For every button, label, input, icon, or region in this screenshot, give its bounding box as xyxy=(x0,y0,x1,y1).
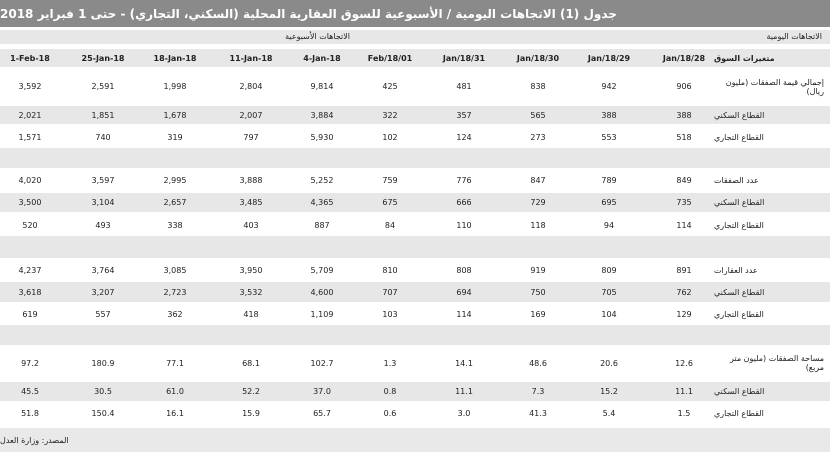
table-cell: 11.1 xyxy=(675,387,693,396)
column-header: 18-Jan-18 xyxy=(153,53,197,63)
row-label: القطاع السكني xyxy=(714,198,765,207)
row-label: مساحة الصفقات (مليون متر مربع) xyxy=(730,354,824,372)
row-label: القطاع التجاري xyxy=(714,132,764,142)
spacer-row xyxy=(0,148,830,168)
table-cell: 97.2 xyxy=(21,358,39,368)
table-cell: 1.3 xyxy=(383,358,397,368)
table-row xyxy=(0,402,830,425)
table-cell: 666 xyxy=(456,198,472,207)
table-cell: 4,600 xyxy=(310,287,334,297)
table-cell: 887 xyxy=(314,220,330,230)
table-cell: 2,995 xyxy=(163,175,187,185)
table-cell: 388 xyxy=(601,110,617,120)
table-cell: 12.6 xyxy=(675,358,693,368)
table-cell: 37.0 xyxy=(313,387,331,396)
table-cell: 15.2 xyxy=(600,387,618,396)
table-cell: 118 xyxy=(530,220,546,230)
spacer-row xyxy=(0,325,830,345)
table-cell: 2,021 xyxy=(18,110,42,120)
table-cell: 362 xyxy=(167,309,183,319)
table-cell: 4,237 xyxy=(18,265,42,275)
column-header-row xyxy=(0,49,830,67)
table-cell: 150.4 xyxy=(91,409,115,418)
table-cell: 2,723 xyxy=(163,287,187,297)
table-cell: 3,597 xyxy=(91,175,115,185)
row-label: القطاع التجاري xyxy=(714,220,764,230)
table-cell: 1,851 xyxy=(91,110,115,120)
table-cell: 180.9 xyxy=(91,358,115,368)
table-cell: 30.5 xyxy=(94,387,112,396)
table-cell: 41.3 xyxy=(529,409,547,418)
table-cell: 5.4 xyxy=(602,409,616,418)
table-cell: 553 xyxy=(601,132,617,142)
table-cell: 124 xyxy=(456,132,472,142)
table-cell: 114 xyxy=(676,220,692,230)
table-cell: 322 xyxy=(382,110,398,120)
table-cell: 5,709 xyxy=(310,265,334,275)
row-label: القطاع التجاري xyxy=(714,309,764,319)
table-cell: 2,657 xyxy=(163,198,187,207)
column-header: Jan/18/31 xyxy=(442,53,486,63)
table-cell: 3.0 xyxy=(457,409,471,418)
row-label: القطاع السكني xyxy=(714,387,765,396)
table-cell: 5,930 xyxy=(310,132,334,142)
table-cell: 129 xyxy=(676,309,692,319)
table-row xyxy=(0,259,830,281)
table-cell: 103 xyxy=(382,309,398,319)
table-cell: 94 xyxy=(603,220,615,230)
table-cell: 2,007 xyxy=(239,110,263,120)
row-label: القطاع التجاري xyxy=(714,409,764,418)
table-cell: 759 xyxy=(382,175,398,185)
table-row xyxy=(0,69,830,104)
table-cell: 110 xyxy=(456,220,472,230)
table-cell: 1,678 xyxy=(163,110,187,120)
table-row xyxy=(0,193,830,212)
table-cell: 809 xyxy=(601,265,617,275)
table-cell: 319 xyxy=(167,132,183,142)
table-cell: 810 xyxy=(382,265,398,275)
table-cell: 114 xyxy=(456,309,472,319)
table-row xyxy=(0,382,830,401)
table-cell: 0.8 xyxy=(383,387,397,396)
table-cell: 65.7 xyxy=(313,409,331,418)
table-cell: 675 xyxy=(382,198,398,207)
table-cell: 20.6 xyxy=(600,358,618,368)
table-cell: 45.5 xyxy=(21,387,39,396)
table-cell: 694 xyxy=(456,287,472,297)
table-cell: 735 xyxy=(676,198,692,207)
table-cell: 2,804 xyxy=(239,82,263,91)
column-header: 25-Jan-18 xyxy=(81,53,125,63)
table-cell: 849 xyxy=(676,175,692,185)
table-cell: 518 xyxy=(676,132,692,142)
table-cell: 4,020 xyxy=(18,175,42,185)
table-cell: 273 xyxy=(530,132,546,142)
table-cell: 1,998 xyxy=(163,82,187,91)
daily-trends-label: الاتجاهات اليومية xyxy=(766,32,822,41)
trends-header xyxy=(0,30,830,44)
column-header: Jan/18/29 xyxy=(587,53,631,63)
table-cell: 51.8 xyxy=(21,409,39,418)
table-cell: 3,104 xyxy=(91,198,115,207)
table-cell: 14.1 xyxy=(455,358,473,368)
table-row xyxy=(0,214,830,236)
column-header: 11-Jan-18 xyxy=(229,53,273,63)
table-cell: 338 xyxy=(167,220,183,230)
table-cell: 808 xyxy=(456,265,472,275)
table-cell: 3,532 xyxy=(239,287,263,297)
table-cell: 3,500 xyxy=(18,198,42,207)
table-cell: 2,591 xyxy=(91,82,115,91)
table-cell: 61.0 xyxy=(166,387,184,396)
row-label: القطاع السكني xyxy=(714,110,765,120)
row-label: عدد العقارات xyxy=(714,265,758,275)
table-cell: 4,365 xyxy=(310,198,334,207)
table-cell: 169 xyxy=(530,309,546,319)
table-cell: 3,085 xyxy=(163,265,187,275)
table-row xyxy=(0,282,830,302)
table-cell: 3,888 xyxy=(239,175,263,185)
table-cell: 7.3 xyxy=(531,387,545,396)
row-label: القطاع السكني xyxy=(714,287,765,297)
table-title: جدول (1) الاتجاهات اليومية / الأسبوعية للسوق العقارية المحلية (السكني، التجاري) - حتى 1 فبراير 2018 xyxy=(0,0,830,27)
column-header: Jan/18/28 xyxy=(662,53,706,63)
spacer-row xyxy=(0,236,830,258)
table-cell: 740 xyxy=(95,132,111,142)
table-cell: 48.6 xyxy=(529,358,547,368)
table-cell: 762 xyxy=(676,287,692,297)
table-cell: 102 xyxy=(382,132,398,142)
table-cell: 1.5 xyxy=(677,409,691,418)
table-cell: 557 xyxy=(95,309,111,319)
table-cell: 707 xyxy=(382,287,398,297)
table-cell: 3,618 xyxy=(18,287,42,297)
table-cell: 5,252 xyxy=(310,175,334,185)
table-row xyxy=(0,303,830,325)
table-cell: 52.2 xyxy=(242,387,260,396)
row-label: إجمالي قيمة الصفقات (مليون ريال) xyxy=(725,77,824,96)
source-note: المصدر: وزارة العدل xyxy=(0,428,830,452)
table-cell: 695 xyxy=(601,198,617,207)
table-cell: 565 xyxy=(530,110,546,120)
table-cell: 493 xyxy=(95,220,111,230)
table-cell: 520 xyxy=(22,220,38,230)
table-cell: 77.1 xyxy=(166,358,184,368)
table-cell: 16.1 xyxy=(166,409,184,418)
table-cell: 11.1 xyxy=(455,387,473,396)
table-cell: 418 xyxy=(243,309,259,319)
table-cell: 68.1 xyxy=(242,358,260,368)
table-cell: 15.9 xyxy=(242,409,260,418)
table-cell: 388 xyxy=(676,110,692,120)
table-cell: 797 xyxy=(243,132,259,142)
table-cell: 919 xyxy=(530,265,546,275)
table-cell: 847 xyxy=(530,175,546,185)
table-cell: 357 xyxy=(456,110,472,120)
table-cell: 403 xyxy=(243,220,259,230)
table-cell: 891 xyxy=(676,265,692,275)
column-header: Jan/18/30 xyxy=(516,53,560,63)
row-label: عدد الصفقات xyxy=(714,175,759,185)
table-cell: 425 xyxy=(382,82,398,91)
table-cell: 3,485 xyxy=(239,198,263,207)
market-variables-label: متغيرات السوق xyxy=(714,53,775,63)
table-cell: 1,571 xyxy=(18,132,42,142)
table-row xyxy=(0,345,830,381)
table-cell: 481 xyxy=(456,82,472,91)
table-cell: 838 xyxy=(530,82,546,91)
table-cell: 9,814 xyxy=(310,82,334,91)
table-cell: 3,592 xyxy=(18,82,42,91)
table-cell: 3,207 xyxy=(91,287,115,297)
table-cell: 104 xyxy=(601,309,617,319)
table-cell: 102.7 xyxy=(310,358,334,368)
table-cell: 84 xyxy=(384,220,396,230)
table-cell: 942 xyxy=(601,82,617,91)
table-cell: 3,884 xyxy=(310,110,334,120)
table-cell: 3,950 xyxy=(239,265,263,275)
table-cell: 776 xyxy=(456,175,472,185)
table-row xyxy=(0,168,830,192)
table-cell: 0.6 xyxy=(383,409,397,418)
column-header: 4-Jan-18 xyxy=(303,53,341,63)
table-row xyxy=(0,106,830,124)
table-cell: 906 xyxy=(676,82,692,91)
table-cell: 3,764 xyxy=(91,265,115,275)
table-row xyxy=(0,126,830,148)
table-cell: 619 xyxy=(22,309,38,319)
table-cell: 1,109 xyxy=(310,309,334,319)
weekly-trends-label: الاتجاهات الأسبوعية xyxy=(285,32,350,41)
column-header: Feb/18/01 xyxy=(367,53,413,63)
column-header: 1-Feb-18 xyxy=(10,53,50,63)
table-cell: 789 xyxy=(601,175,617,185)
table-cell: 705 xyxy=(601,287,617,297)
table-cell: 750 xyxy=(530,287,546,297)
table-cell: 729 xyxy=(530,198,546,207)
